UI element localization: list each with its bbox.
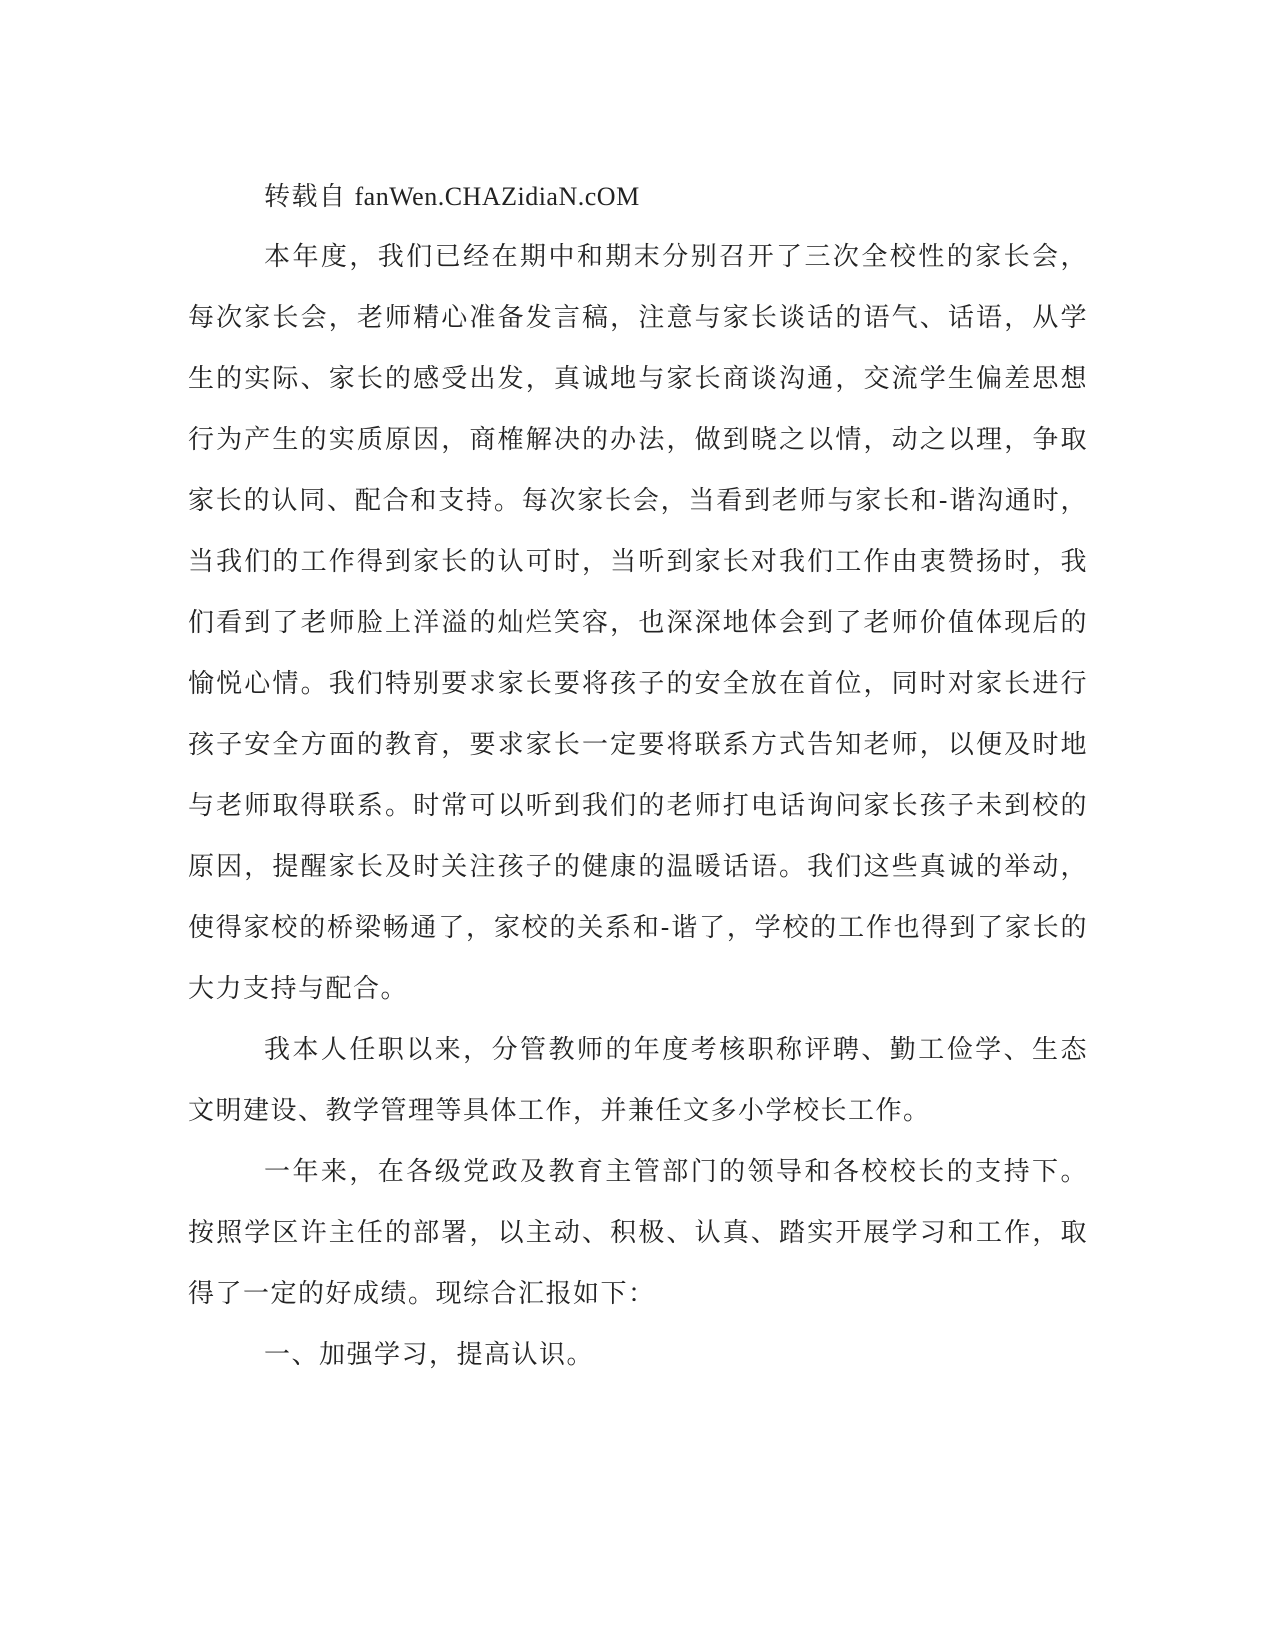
section-heading-learning: 一、加强学习，提高认识。 [264,1340,595,1370]
source-prefix: 转载自 [264,182,355,211]
paragraph-responsibilities: 我本人任职以来，分管教师的年度考核职称评聘、勤工俭学、生态文明建设、教学管理等具体工作，并兼任文多小学校长工作。 [188,1035,1088,1126]
source-line [188,166,1088,227]
paragraph-summary-intro: 一年来，在各级党政及教育主管部门的领导和各校校长的支持下。按照学区许主任的部署，以主动、积极、认真、踏实开展学习和工作，取得了一定的好成绩。现综合汇报如下： [188,1157,1088,1309]
paragraph-parent-meetings: 本年度，我们已经在期中和期末分别召开了三次全校性的家长会，每次家长会，老师精心准备发言稿，注意与家长谈话的语气、话语，从学生的实际、家长的感受出发，真诚地与家长商谈沟通，交流学生偏差思想行为产生的实质原因，商榷解决的办法，做到晓之以情，动之以理，争取家长的认同、配合和支持。每次家长会，当看到老师与家长和-谐沟通时，当我们的工作得到家长的认可时，当听到家长对我们工作由衷赞扬时，我们看到了老师脸上洋溢的灿烂笑容，也深深地体会到了老师价值体现后的愉悦心情。我们特别要求家长要将孩子的安全放在首位，同时对家长进行孩子安全方面的教育，要求家长一定要将联系方式告知老师，以便及时地与老师取得联系。时常可以听到我们的老师打电话询问家长孩子未到校的原因，提醒家长及时关注孩子的健康的温暖话语。我们这些真诚的举动，使得家校的桥梁畅通了，家校的关系和-谐了，学校的工作也得到了家长的大力支持与配合。 [188,242,1088,1004]
document-body [188,166,1088,1386]
source-url: fanWen.CHAZidiaN.cOM [354,182,640,211]
